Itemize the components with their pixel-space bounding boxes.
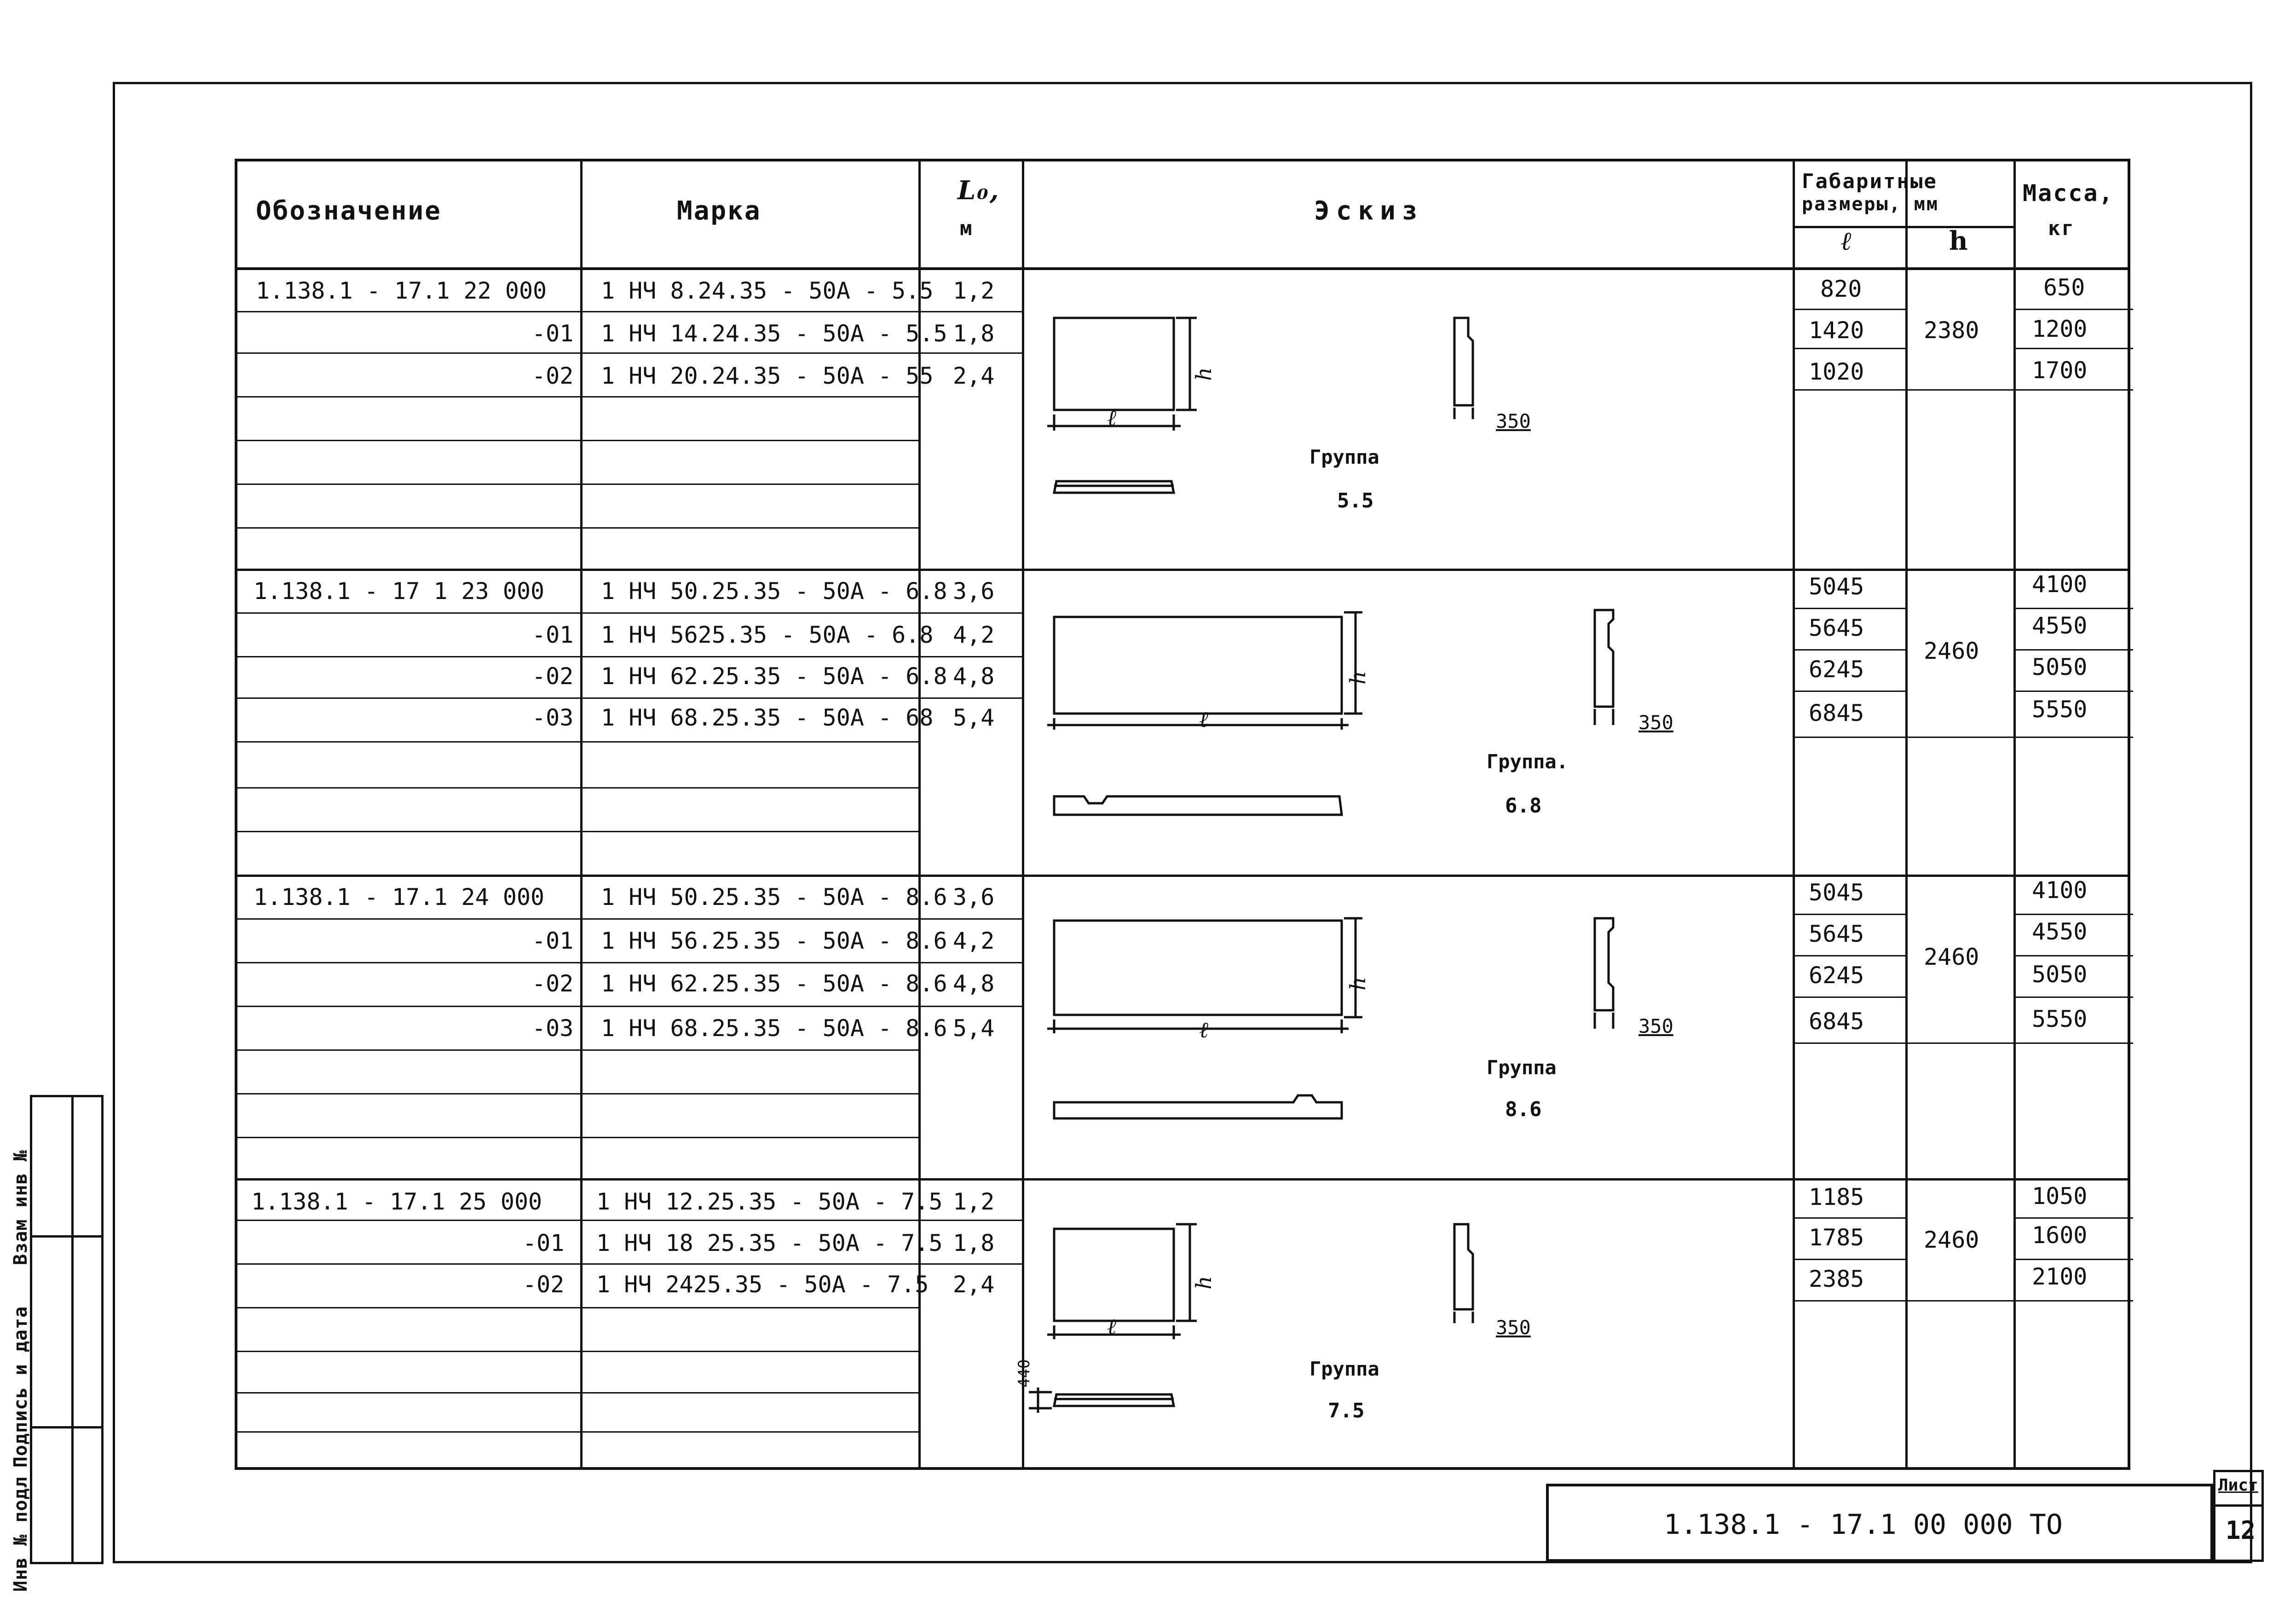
designation-cell: 1.138.1 - 17.1 22 000 <box>256 277 547 304</box>
sketch-h-label: h <box>1191 367 1216 381</box>
group-value: 7.5 <box>1328 1399 1365 1422</box>
dim-h-cell: 2460 <box>1924 638 1979 664</box>
l0-cell: 1,8 <box>953 320 995 347</box>
mark-cell: 1 НЧ 56.25.35 - 50А - 8.6 <box>601 927 947 954</box>
mass-cell: 650 <box>2043 274 2085 301</box>
stamp-podpis-data: Подпись и дата <box>10 1306 31 1468</box>
thickness-label: 350 <box>1638 1015 1673 1037</box>
mass-cell: 5050 <box>2032 654 2088 680</box>
thickness-label: 350 <box>1638 711 1673 734</box>
sketch-l-label: ℓ <box>1199 1017 1208 1043</box>
dim-l-cell: 6845 <box>1809 1008 1864 1035</box>
designation-cell: 1.138.1 - 17.1 24 000 <box>254 884 545 910</box>
extra-dim-label: 440 <box>1015 1359 1033 1388</box>
header-l0-unit: м <box>960 217 974 240</box>
l0-cell: 1,2 <box>953 1188 995 1215</box>
side-stamp <box>10 1095 104 1592</box>
designation-cell: -03 <box>532 1015 574 1042</box>
header-overall-dims-2: размеры, мм <box>1802 194 1939 215</box>
specification-table <box>235 159 2130 1470</box>
designation-cell: -01 <box>523 1230 565 1256</box>
sheet-number: 12 <box>2226 1516 2256 1545</box>
group-label: Группа <box>1487 1056 1557 1079</box>
mark-cell: 1 НЧ 2425.35 - 50А - 7.5 <box>596 1271 929 1298</box>
mark-cell: 1 НЧ 14.24.35 - 50А - 5.5 <box>601 320 947 347</box>
header-mass: Масса, <box>2023 180 2114 207</box>
panel-section-sketch <box>1448 313 1503 419</box>
panel-sketch-group-6-8 <box>1038 599 1452 838</box>
mass-cell: 1600 <box>2032 1222 2088 1249</box>
panel-sketch-group-5-5 <box>1038 299 1314 557</box>
group-value: 8.6 <box>1505 1098 1542 1121</box>
mark-cell: 1 НЧ 68.25.35 - 50А - 8.6 <box>601 1015 947 1042</box>
designation-cell: 1.138.1 - 17 1 23 000 <box>254 578 545 605</box>
title-block <box>1546 1484 2213 1562</box>
panel-sketch-group-7-5 <box>1020 1210 1342 1468</box>
mark-cell: 1 НЧ 68.25.35 - 50А - 68 <box>601 704 934 731</box>
sheet-box <box>2213 1470 2264 1562</box>
mass-cell: 4100 <box>2032 877 2088 904</box>
designation-cell: -02 <box>532 663 574 690</box>
header-overall-dims-1: Габаритные <box>1802 170 1938 193</box>
sheet-label: Лист <box>2218 1476 2258 1495</box>
dim-l-cell: 1420 <box>1809 317 1864 344</box>
sketch-h-label: h <box>1345 671 1370 685</box>
dim-h-cell: 2460 <box>1924 1227 1979 1253</box>
mark-cell: 1 НЧ 18 25.35 - 50А - 7.5 <box>596 1230 943 1256</box>
group-value: 5.5 <box>1337 489 1374 513</box>
mass-cell: 5550 <box>2032 696 2088 723</box>
l0-cell: 4,8 <box>953 970 995 997</box>
designation-cell: -01 <box>532 320 574 347</box>
mass-cell: 5050 <box>2032 961 2088 988</box>
sketch-h-label: h <box>1345 977 1370 991</box>
sketch-h-label: h <box>1191 1276 1216 1290</box>
mass-cell: 4550 <box>2032 918 2088 945</box>
stamp-inv-podl: Инв № подл <box>10 1476 31 1592</box>
mark-cell: 1 НЧ 5625.35 - 50А - 6.8 <box>601 622 934 648</box>
group-label: Группа <box>1309 1358 1379 1380</box>
mass-cell: 1200 <box>2032 316 2088 342</box>
sketch-l-label: ℓ <box>1199 707 1208 732</box>
l0-cell: 4,8 <box>953 663 995 690</box>
sketch-l-label: ℓ <box>1107 1314 1116 1340</box>
dim-l-cell: 6245 <box>1809 656 1864 683</box>
dim-h-cell: 2380 <box>1924 317 1979 344</box>
group-label: Группа. <box>1487 750 1569 773</box>
group-value: 6.8 <box>1505 794 1542 818</box>
designation-cell: -01 <box>532 622 574 648</box>
mass-cell: 1050 <box>2032 1183 2088 1209</box>
sketch-l-label: ℓ <box>1107 405 1116 431</box>
l0-cell: 2,4 <box>953 363 995 389</box>
mass-cell: 5550 <box>2032 1006 2088 1032</box>
header-dim-l: ℓ <box>1841 226 1853 256</box>
mark-cell: 1 НЧ 50.25.35 - 50А - 6.8 <box>601 578 947 605</box>
group-label: Группа <box>1309 446 1379 468</box>
l0-cell: 1,8 <box>953 1230 995 1256</box>
dim-l-cell: 6245 <box>1809 962 1864 989</box>
document-code: 1.138.1 - 17.1 00 000 ТО <box>1664 1509 2063 1541</box>
l0-cell: 4,2 <box>953 622 995 648</box>
header-designation: Обозначение <box>256 196 442 226</box>
l0-cell: 1,2 <box>953 277 995 304</box>
designation-cell: -02 <box>523 1271 565 1298</box>
dim-h-cell: 2460 <box>1924 944 1979 970</box>
header-dim-h: h <box>1949 226 1969 256</box>
mark-cell: 1 НЧ 8.24.35 - 50А - 5.5 <box>601 277 934 304</box>
l0-cell: 5,4 <box>953 1015 995 1042</box>
panel-section-sketch <box>1448 1215 1503 1325</box>
designation-cell: -03 <box>532 704 574 731</box>
stamp-vzam-inv: Взам инв № <box>10 1150 31 1265</box>
thickness-label: 350 <box>1496 1316 1531 1339</box>
designation-cell: -02 <box>532 970 574 997</box>
l0-cell: 4,2 <box>953 927 995 954</box>
dim-l-cell: 6845 <box>1809 700 1864 726</box>
mass-cell: 4550 <box>2032 612 2088 639</box>
dim-l-cell: 5045 <box>1809 573 1864 600</box>
mass-cell: 4100 <box>2032 571 2088 598</box>
l0-cell: 3,6 <box>953 884 995 910</box>
mark-cell: 1 НЧ 20.24.35 - 50А - 55 <box>601 363 934 389</box>
dim-l-cell: 1785 <box>1809 1224 1864 1251</box>
designation-cell: 1.138.1 - 17.1 25 000 <box>251 1188 542 1215</box>
mark-cell: 1 НЧ 12.25.35 - 50А - 7.5 <box>596 1188 943 1215</box>
designation-cell: -01 <box>532 927 574 954</box>
designation-cell: -02 <box>532 363 574 389</box>
dim-l-cell: 2385 <box>1809 1266 1864 1292</box>
l0-cell: 5,4 <box>953 704 995 731</box>
mark-cell: 1 НЧ 50.25.35 - 50А - 8.6 <box>601 884 947 910</box>
header-sketch: Эскиз <box>1314 196 1424 226</box>
thickness-label: 350 <box>1496 410 1531 432</box>
dim-l-cell: 5045 <box>1809 879 1864 906</box>
dim-l-cell: 5645 <box>1809 615 1864 641</box>
dim-l-cell: 1185 <box>1809 1184 1864 1210</box>
dim-l-cell: 1020 <box>1809 358 1864 385</box>
mark-cell: 1 НЧ 62.25.35 - 50А - 6.8 <box>601 663 947 690</box>
header-l0: L₀, <box>958 175 1000 206</box>
panel-sketch-group-8-6 <box>1038 907 1452 1146</box>
l0-cell: 2,4 <box>953 1271 995 1298</box>
header-mass-unit: кг <box>2048 217 2075 240</box>
dim-l-cell: 5645 <box>1809 921 1864 947</box>
header-mark: Марка <box>677 196 761 226</box>
mass-cell: 1700 <box>2032 357 2088 384</box>
mass-cell: 2100 <box>2032 1263 2088 1290</box>
dim-l-cell: 820 <box>1820 276 1862 302</box>
mark-cell: 1 НЧ 62.25.35 - 50А - 8.6 <box>601 970 947 997</box>
l0-cell: 3,6 <box>953 578 995 605</box>
